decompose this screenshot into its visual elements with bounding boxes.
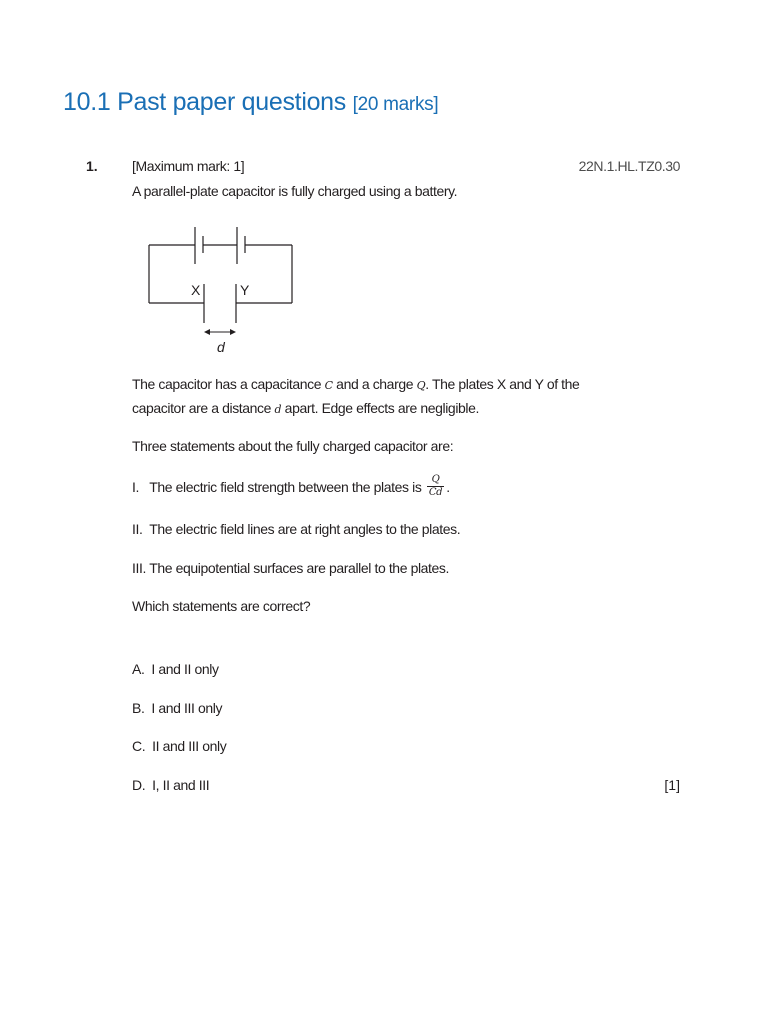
option-b: B. I and III only bbox=[132, 700, 223, 716]
statements-intro: Three statements about the fully charged capacitor are: bbox=[132, 438, 454, 454]
separation-arrow bbox=[204, 329, 236, 335]
question-prompt: Which statements are correct? bbox=[132, 598, 311, 614]
option-c: C. II and III only bbox=[132, 738, 227, 754]
description-line-2 bbox=[132, 400, 479, 416]
plate-label-x: X bbox=[191, 282, 201, 298]
description-text: apart. Edge effects are negligible. bbox=[281, 400, 480, 416]
page-title-marks: [20 marks] bbox=[352, 94, 439, 115]
question-number: 1. bbox=[86, 158, 98, 174]
distance-label-d: d bbox=[217, 339, 225, 355]
description-line-1 bbox=[132, 376, 579, 392]
plate-label-y: Y bbox=[240, 282, 250, 298]
description-text: and a charge bbox=[332, 376, 417, 392]
mark-total: [1] bbox=[664, 777, 680, 793]
description-text: The capacitor has a capacitance bbox=[132, 376, 325, 392]
capacitor-circuit-diagram bbox=[140, 222, 310, 362]
statement-2: II. The electric field lines are at right angles to the plates. bbox=[132, 521, 461, 537]
option-a: A. I and II only bbox=[132, 661, 219, 677]
statement-3: III. The equipotential surfaces are parallel to the plates. bbox=[132, 560, 450, 576]
option-d: D. I, II and III bbox=[132, 777, 210, 793]
statement-1-text: I. The electric field strength between the plates is bbox=[132, 479, 425, 496]
variable-d: d bbox=[274, 403, 282, 416]
page-title-text: 10.1 Past paper questions bbox=[63, 88, 346, 116]
description-text: capacitor are a distance bbox=[132, 400, 275, 416]
variable-c: C bbox=[324, 379, 333, 392]
variable-q: Q bbox=[416, 379, 426, 392]
question-reference: 22N.1.HL.TZ0.30 bbox=[578, 158, 680, 174]
formula-q-over-cd bbox=[427, 474, 444, 499]
question-intro: A parallel-plate capacitor is fully charged using a battery. bbox=[132, 183, 458, 199]
circuit-wires bbox=[149, 227, 292, 303]
statement-1 bbox=[132, 476, 450, 501]
formula-numerator: Q bbox=[427, 474, 444, 487]
max-mark: [Maximum mark: 1] bbox=[132, 158, 245, 174]
statement-1-end: . bbox=[446, 479, 450, 496]
description-text: . The plates X and Y of the bbox=[425, 376, 580, 392]
formula-denominator: Cd bbox=[428, 487, 443, 498]
page-title bbox=[63, 88, 438, 117]
